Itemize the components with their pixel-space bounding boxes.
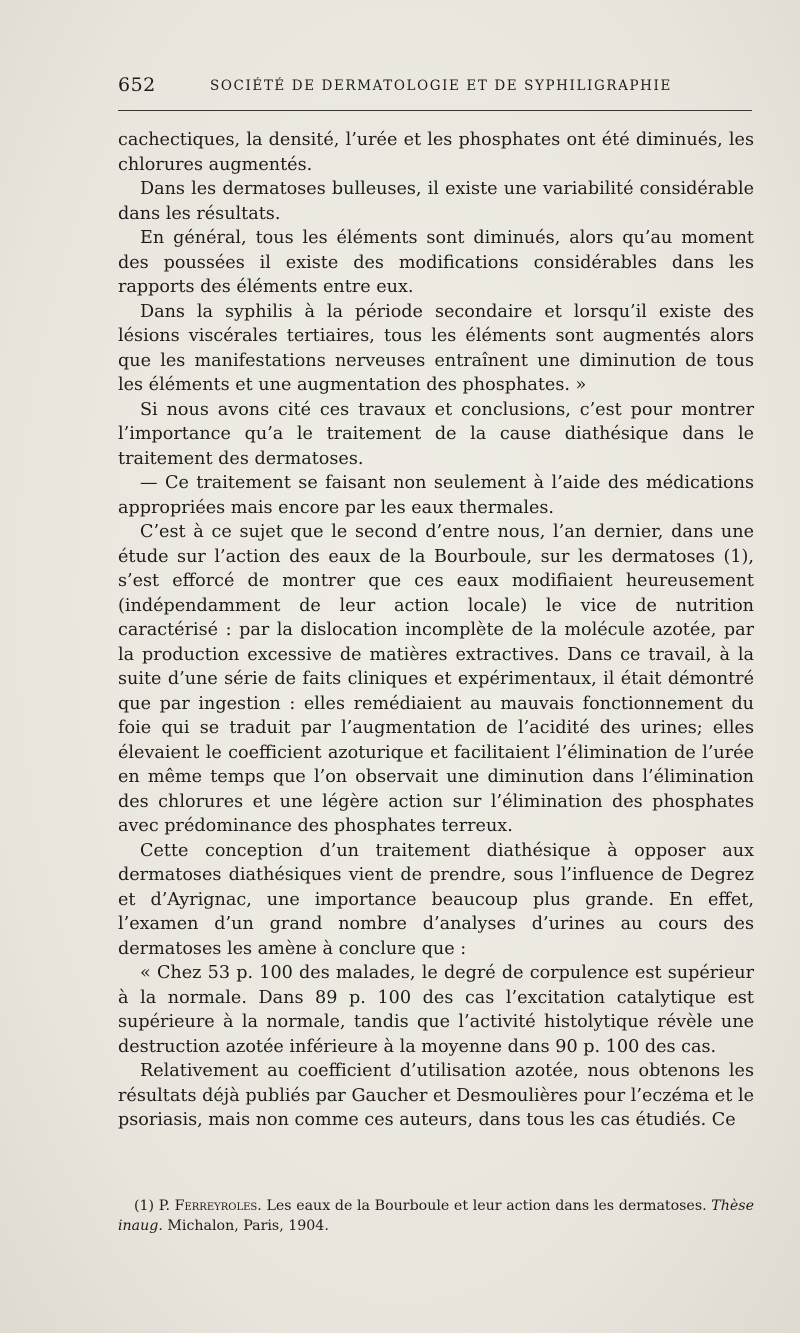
- paragraph-7: C’est à ce sujet que le second d’entre nous, l’an dernier, dans une étude sur l’action des eaux de la Bourboule, sur les dermatoses (1), s’est efforcé de montrer que ces eaux modifiaient heureusement (indépendamment de leur action locale) le vice de nutrition caractérisé : par la dislocation incomplète de la molécule azotée, par la production excessive de matières extractives. Dans ce travail, à la suite d’une série de faits cliniques et expérimentaux, il était démontré que par ingestion : elles remédiaient au mauvais fonctionnement du foie qui se traduit par l’augmentation de l’acidité des urines; elles élevaient le coefficient azoturique et facilitaient l’élimination de l’urée en même temps que l’on observait une diminution dans l’élimination des chlorures et une légère action sur l’élimination des phosphates avec prédominance des phosphates terreux.: [118, 522, 754, 836]
- header-rule: [118, 110, 752, 111]
- footnote-thesis: Thèse inaug.: [118, 1198, 754, 1234]
- paragraph-9: « Chez 53 p. 100 des malades, le degré de corpulence est supérieur à la normale. Dans 89 p. 100 des cas l’excitation catalytique est supérieure à la normale, tandis que l’activité histolytique révèle une destruction azotée inférieure à la moyenne dans 90 p. 100 des cas.: [118, 963, 754, 1057]
- paragraph-10: Relativement au coefficient d’utilisation azotée, nous obtenons les résultats déjà publiés par Gaucher et Desmoulières pour l’eczéma et le psoriasis, mais non comme ces auteurs, dans tous les cas étudiés. Ce: [118, 1061, 754, 1130]
- footnote-publisher: Michalon, Paris, 1904.: [167, 1218, 329, 1234]
- page-header: [118, 74, 754, 100]
- paragraph-5: Si nous avons cité ces travaux et conclusions, c’est pour montrer l’importance qu’a le traitement de la cause diathésique dans le traitement des dermatoses.: [118, 399, 754, 469]
- footnote-author: P. Ferreyroles.: [158, 1198, 262, 1214]
- footnote-marker: (1): [134, 1198, 155, 1214]
- footnote-text: [118, 1196, 754, 1236]
- paragraph-2: Dans les dermatoses bulleuses, il existe une variabilité considérable dans les résultats.: [118, 179, 754, 224]
- footnote: [118, 1196, 754, 1236]
- page-number: 652: [118, 74, 156, 96]
- paragraph-8: Cette conception d’un traitement diathésique à opposer aux dermatoses diathésiques vient de prendre, sous l’influence de Degrez et d’Ayrignac, une importance beaucoup plus grande. En effet, l’examen d’un grand nombre d’analyses d’urines au cours des dermatoses les amène à conclure que :: [118, 840, 754, 959]
- paragraph-6: — Ce traitement se faisant non seulement à l’aide des médications appropriées mais encore par les eaux thermales.: [118, 473, 754, 518]
- paragraph-1: cachectiques, la densité, l’urée et les phosphates ont été diminués, les chlorures augmentés.: [118, 130, 754, 175]
- running-title: SOCIÉTÉ DE DERMATOLOGIE ET DE SYPHILIGRAPHIE: [210, 78, 672, 94]
- paragraph-4: Dans la syphilis à la période secondaire et lorsqu’il existe des lésions viscérales tertiaires, tous les éléments sont augmentés alors que les manifestations nerveuses entraînent une diminution de tous les éléments et une augmentation des phosphates. »: [118, 301, 754, 395]
- body-text: [118, 128, 754, 1133]
- paragraph-3: En général, tous les éléments sont diminués, alors qu’au moment des poussées il existe des modifications considérables dans les rapports des éléments entre eux.: [118, 228, 754, 297]
- footnote-title: Les eaux de la Bourboule et leur action dans les dermatoses.: [266, 1198, 707, 1214]
